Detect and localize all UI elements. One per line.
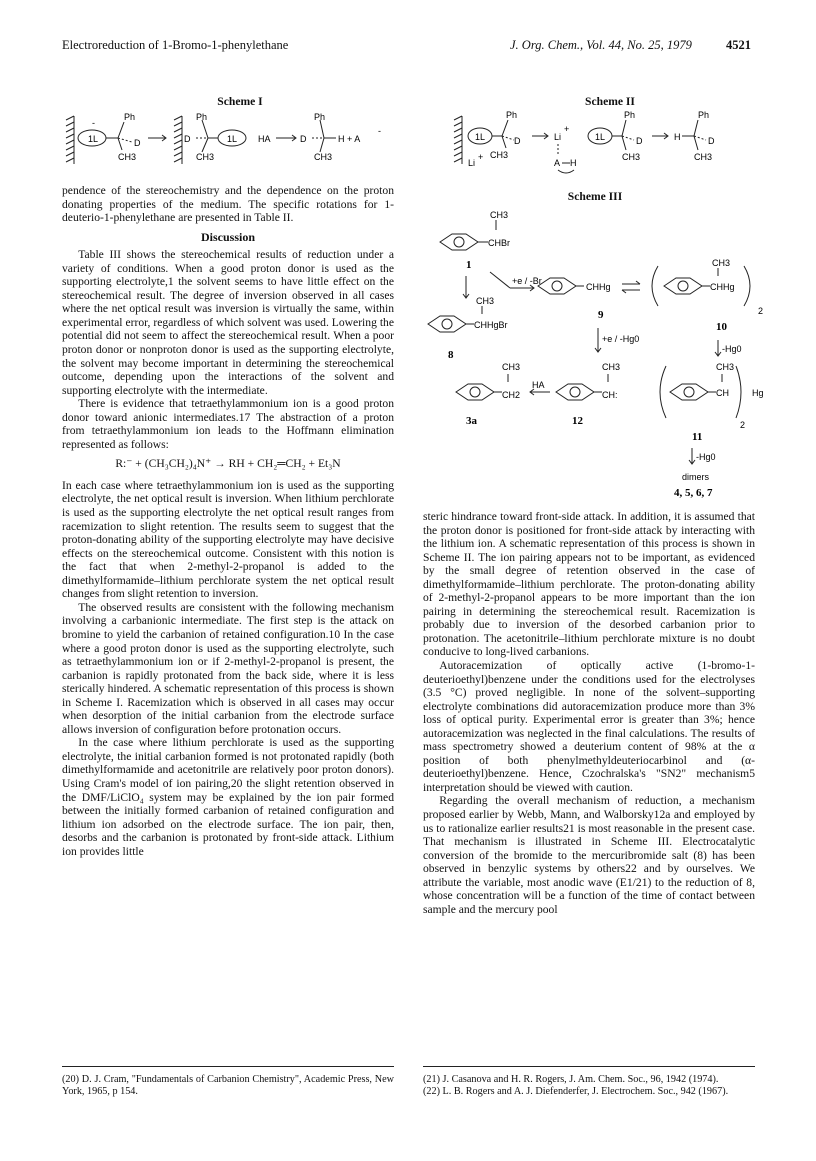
- paragraph: steric hindrance toward front-side attack. In addition, it is assumed that the proton donor is positioned for front-side attack by interacting with the lithium ion. A schematic representation of this process is shown in Scheme II. The ion pairing appears not to be important, as evidenced by the small degree of retention observed in the case of dimethylformamide–lithium perchlorate. The proton-donating ability of 2-methyl-2-propanol appears to be more important than the ion pairing in determining the stereochemical result. Racemization is probably due to inversion of the desorbed carbanion prior to protonation. The acetonitrile–lithium perchlorate mixture is no doubt conducive to long-lived carbanions.: [423, 510, 755, 659]
- compound-label-3a: 3a: [466, 415, 477, 427]
- compound-label-9: 9: [598, 309, 604, 321]
- compound-label-12: 12: [572, 415, 583, 427]
- svg-text:Ph: Ph: [196, 112, 208, 122]
- svg-text:Ph: Ph: [698, 110, 710, 120]
- svg-text:Ph: Ph: [314, 112, 326, 122]
- paragraph: Table III shows the stereochemical results of reduction under a variety of conditions. When a good proton donor is used as the supporting electrolyte,1 the solvent seems to have little effect on the stereochemical result. The degree of inversion observed in all cases where the net optical result was inversion is virtually the same, within experimental error, regardless of which solvent was used. Lowering the potential did not seem to affect the stereochemical result. When a poor proton donor or nonproton donor is used as the supporting electrolyte, the solvent may become important in determining the stereochemical outcome, depending upon the interactions of the solvent and supporting electrolyte with the intermediate.: [62, 248, 394, 397]
- h-plus-a-label: H + A: [338, 134, 361, 144]
- scheme-1-title: Scheme I: [217, 95, 263, 108]
- svg-text:CH3: CH3: [476, 296, 495, 306]
- svg-text:+: +: [478, 152, 484, 162]
- svg-text:CH3: CH3: [490, 210, 509, 220]
- svg-text:D: D: [708, 136, 715, 146]
- svg-text:D: D: [514, 136, 521, 146]
- footnotes-right: [423, 1074, 755, 1098]
- page-number: 4521: [726, 38, 751, 52]
- svg-text:+e / -Hg0: +e / -Hg0: [602, 334, 640, 344]
- journal-citation: J. Org. Chem., Vol. 44, No. 25, 1979: [510, 38, 692, 52]
- h-label: H: [570, 158, 577, 168]
- svg-text:-Hg0: -Hg0: [722, 344, 742, 354]
- scheme-2-title: Scheme II: [585, 95, 635, 108]
- compound-label-8: 8: [448, 349, 454, 361]
- footnote-21: (21) J. Casanova and H. R. Rogers, J. Am. Chem. Soc., 96, 1942 (1974).: [423, 1074, 719, 1085]
- paragraph: Regarding the overall mechanism of reduction, a mechanism proposed earlier by Webb, Mann, and Walborsky12a and employed by us to rationalize earlier results21 is most reasonable in the present case. That mechanism is illustrated in Scheme III. Electrocatalytic conversion of the bromide to the mercuribromide salt (8) has been observed in benzylic systems by others22 and by ourselves. We attribute the variable, most anodic wave (E1/21) to the reduction of 8, whose concentration will be a function of the time of contact between sample and the mercury pool: [423, 794, 755, 916]
- d-label-1: D: [134, 138, 141, 148]
- svg-text:CH3: CH3: [602, 362, 621, 372]
- compound-3a-structure: [456, 374, 508, 400]
- svg-text:CH3: CH3: [314, 152, 333, 162]
- ha-label-1: HA: [258, 134, 271, 144]
- svg-text:D: D: [300, 134, 307, 144]
- compound-label-1: 1: [466, 259, 472, 271]
- svg-text:1L: 1L: [475, 132, 486, 142]
- svg-text:1L: 1L: [227, 134, 238, 144]
- li-label-1: Li: [468, 158, 476, 168]
- svg-text:+e / -Br: +e / -Br: [512, 276, 542, 286]
- dimer-numbers-label: 4, 5, 6, 7: [674, 487, 713, 498]
- arrow-2: [276, 135, 296, 141]
- paragraph: The observed results are consistent with the following mechanism involving a carbanionic intermediate. The first step is the attack on bromine to yield the carbanion of retained configuration.10 In the case where a good proton donor is used as the supporting electrolyte, such as tetraethylammonium ion or if 2-methyl-2-propanol is present, the carbanion is rapidly protonated from the back side, where it is less sterically hindered. A schematic representation of this process is shown in Scheme I. Racemization which is observed in all cases may occur when desorption of the initial carbanion from the electrode surface allows inversion of configuration before protonation occurs.: [62, 600, 394, 736]
- compound-11-structure: [670, 374, 722, 400]
- svg-text:D: D: [636, 136, 643, 146]
- svg-text:Ph: Ph: [624, 110, 636, 120]
- running-title: Electroreduction of 1-Bromo-1-phenylethane: [62, 38, 289, 52]
- svg-text:2: 2: [740, 420, 746, 430]
- electrode-surface-1: [66, 116, 74, 164]
- dimers-label: dimers: [682, 472, 710, 482]
- chbr-label: CHBr: [488, 238, 510, 248]
- chhgbr-label: CHHgBr: [474, 320, 508, 330]
- paragraph: Autoracemization of optically active (1-bromo-1-deuterioethyl)benzene under the conditions used for the electrolyses (3.5 °C) proved negligible. In none of the solvent–supporting electrolyte combinations did autoracemization produce more than 3% loss of optical purity. Experimental error is greater than 3%; hence autoracemization was neglected in the final calculations. The results of mass spectrometry showed a deuterium content of 98% at the α position of both phenylmethyldeuteriocarbinol and (α-deuterioethyl)benzene. Hence, Czochralska's "SN2" mechanism5 interpretation should be viewed with caution.: [423, 659, 755, 794]
- a-label: A: [554, 158, 561, 168]
- ch3-label-1: CH3: [118, 152, 137, 162]
- compound-label-10: 10: [716, 321, 727, 333]
- svg-text:CH3: CH3: [622, 152, 641, 162]
- svg-text:CH3: CH3: [196, 152, 215, 162]
- charge-minus-1: -: [92, 118, 95, 128]
- paragraph: In the case where lithium perchlorate is used as the supporting electrolyte, the initial carbanion formed is not protonated rapidly (both dimethylformamide and acetonitrile are relatively poor proton donors). Using Cram's model of ion pairing,20 the slight retention observed in the DMF/LiClO₄ system may be explained by the ion pair formed between the initially formed carbanion of retained configuration and lithium ion adsorbed on the electrode surface. The ion pair, then, desorbs and the carbanion is protonated by front-side attack. Lithium ion provides little: [62, 736, 394, 858]
- svg-text:H: H: [674, 132, 681, 142]
- footnote-22: (22) L. B. Rogers and A. J. Diefenderfer, J. Electrochem. Soc., 942 (1967).: [423, 1086, 729, 1097]
- svg-text:CH3: CH3: [502, 362, 521, 372]
- compound-12-structure: [556, 374, 608, 400]
- lone-pair-label-1: 1L: [88, 134, 99, 144]
- svg-text:-Hg0: -Hg0: [696, 452, 716, 462]
- ch2-label: CH2: [502, 390, 521, 400]
- scheme-2-diagram: [450, 110, 760, 176]
- svg-text:+: +: [564, 124, 570, 134]
- right-column: [423, 510, 755, 916]
- scheme-1-diagram: [62, 110, 402, 170]
- product-inverted: [312, 120, 336, 152]
- electrode-surface-2: [174, 116, 182, 164]
- compound-9-structure: [538, 278, 584, 294]
- scheme-3-title: Scheme III: [567, 190, 623, 203]
- carbanion-inverted: [196, 120, 246, 152]
- svg-text:CH3: CH3: [716, 362, 735, 372]
- compound-label-11: 11: [692, 431, 703, 443]
- paragraph: There is evidence that tetraethylammonium ion is a good proton donor toward anionic intermediates.17 The abstraction of a proton from tetraethylammonium ion leads to the Hoffmann elimination represented as follows:: [62, 397, 394, 451]
- arrow-1: [148, 135, 166, 141]
- footnote-rule-left: [62, 1066, 394, 1067]
- footnote-20: (20) D. J. Cram, "Fundamentals of Carbanion Chemistry", Academic Press, New York, 1965, p 154.: [62, 1074, 394, 1097]
- svg-text:Hg: Hg: [752, 388, 764, 398]
- svg-text:CH3: CH3: [490, 150, 509, 160]
- svg-text:CH3: CH3: [694, 152, 713, 162]
- carbanion-retained: [78, 122, 132, 150]
- svg-text:Ph: Ph: [506, 110, 518, 120]
- li-label-2: Li: [554, 132, 562, 142]
- electrode-surface-3: [454, 116, 462, 164]
- footnote-rule-right: [423, 1066, 755, 1067]
- left-column: [62, 184, 394, 858]
- svg-text:1L: 1L: [595, 132, 606, 142]
- svg-text:HA: HA: [532, 380, 545, 390]
- paragraph: In each case where tetraethylammonium ion is used as the supporting electrolyte, the net optical result is inversion. When lithium perchlorate is used as the supporting electrolyte the net optical result ranges from racemization to slight retention. The results seem to suggest that the proton-donating ability of the supporting electrolyte may have decisive effects on the stereochemical outcome. Consistent with this notion is the fact that when 2-methyl-2-propanol is added to the dimethylformamide–lithium perchlorate system the net optical result changes from slight retention to inversion.: [62, 478, 394, 601]
- svg-text:2: 2: [758, 306, 764, 316]
- ph-label-1: Ph: [124, 112, 136, 122]
- svg-text:D: D: [184, 134, 191, 144]
- discussion-heading: Discussion: [200, 229, 256, 244]
- ch-anion-label: CH:: [602, 390, 618, 400]
- chhg-radical-label: CHHg: [586, 282, 611, 292]
- scheme-3-diagram: [426, 206, 776, 498]
- svg-text:CHHg: CHHg: [710, 282, 735, 292]
- hoffmann-equation: R:⁻ + (CH₃CH₂)₄N⁺ → RH + CH₂═CH₂ + Et₃N: [115, 457, 341, 471]
- svg-text:CH: CH: [716, 388, 729, 398]
- svg-text:-: -: [378, 126, 381, 136]
- svg-text:CH3: CH3: [712, 258, 731, 268]
- paragraph: pendence of the stereochemistry and the dependence on the proton donating properties of the medium. The specific rotations for 1-deuterio-1-phenylethane are presented in Table II.: [62, 184, 394, 225]
